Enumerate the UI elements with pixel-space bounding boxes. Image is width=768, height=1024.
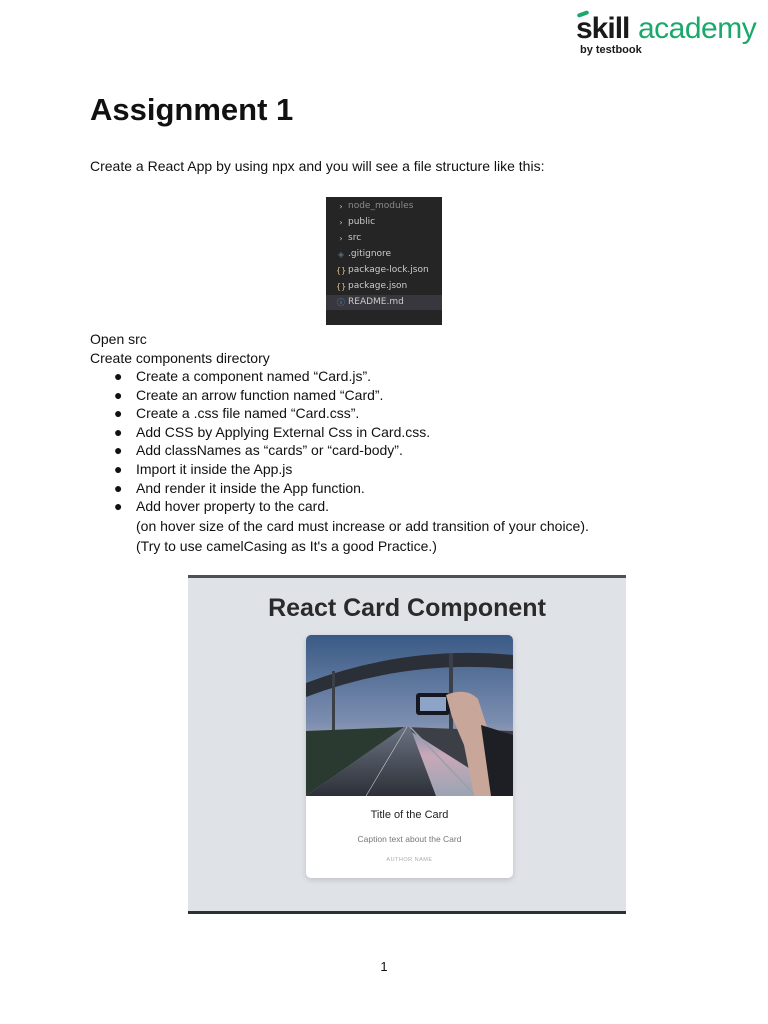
- file-tree-screenshot: [326, 197, 442, 325]
- logo-skill-text: skill: [576, 12, 630, 45]
- tree-item-label: package.json: [348, 281, 408, 291]
- page-title: Assignment 1: [90, 92, 294, 127]
- tree-item-label: .gitignore: [348, 249, 392, 259]
- tree-item-gitignore: [326, 247, 442, 262]
- list-item: [90, 441, 430, 460]
- list-item-text: Add hover property to the card.: [136, 498, 329, 515]
- list-item-text: Create an arrow function named “Card”.: [136, 386, 384, 403]
- tree-item-node-modules: [326, 199, 442, 214]
- intro-text: Create a React App by using npx and you will see a file structure like this:: [90, 158, 545, 174]
- list-item-text: Create a .css file named “Card.css”.: [136, 405, 360, 422]
- list-item-text: And render it inside the App function.: [136, 479, 365, 496]
- list-item: [90, 423, 430, 442]
- bullet-icon: ●: [114, 460, 123, 477]
- json-icon: {}: [336, 266, 347, 275]
- tree-item-readme: [326, 295, 442, 310]
- info-icon: ⓘ: [337, 298, 345, 307]
- chevron-right-icon: ›: [339, 234, 343, 243]
- step-create-dir: Create components directory: [90, 350, 270, 366]
- card-title: Title of the Card: [370, 809, 449, 821]
- page-number: 1: [380, 959, 388, 974]
- json-icon: {}: [336, 282, 347, 291]
- tree-item-package-lock: [326, 263, 442, 278]
- list-item-text: Add classNames as “cards” or “card-body”.: [136, 442, 403, 459]
- bullet-icon: ●: [114, 368, 123, 384]
- logo-by-testbook: by testbook: [580, 44, 642, 56]
- camelcase-note: (Try to use camelCasing as It's a good Practice.): [136, 538, 437, 554]
- tree-item-label: src: [348, 233, 362, 243]
- list-item-text: Add CSS by Applying External Css in Card.css.: [136, 423, 431, 440]
- hover-note: (on hover size of the card must increase or add transition of your choice).: [136, 518, 589, 534]
- steps-intro: [90, 330, 270, 368]
- tree-item-src: [326, 231, 442, 246]
- list-item-text: Create a component named “Card.js”.: [136, 368, 371, 384]
- bullet-icon: ●: [114, 442, 123, 459]
- list-item: [90, 404, 430, 423]
- tree-item-label: README.md: [348, 297, 404, 307]
- chevron-right-icon: ›: [339, 202, 343, 211]
- card-preview-screenshot: [188, 575, 626, 914]
- git-icon: ◈: [337, 250, 345, 259]
- skill-academy-logo: [576, 12, 766, 60]
- logo-academy-text: academy: [638, 12, 757, 45]
- list-item: [90, 460, 430, 479]
- card-author: AUTHOR NAME: [386, 857, 433, 863]
- chevron-right-icon: ›: [339, 218, 343, 227]
- tree-item-label: package-lock.json: [348, 265, 429, 275]
- list-item: [90, 386, 430, 405]
- bullet-icon: ●: [114, 498, 123, 515]
- tree-item-label: public: [348, 217, 376, 227]
- step-list: [90, 367, 430, 516]
- list-item: [90, 497, 430, 516]
- tree-item-label: node_modules: [348, 201, 414, 211]
- tree-item-public: [326, 215, 442, 230]
- card: [306, 635, 513, 878]
- hover-notes: [136, 516, 589, 556]
- step-open-src: Open src: [90, 331, 147, 347]
- list-item: [90, 479, 430, 498]
- bullet-icon: ●: [114, 386, 123, 403]
- tree-item-package-json: [326, 279, 442, 294]
- card-photo: [306, 635, 513, 796]
- bullet-icon: ●: [114, 423, 123, 440]
- bullet-icon: ●: [114, 479, 123, 496]
- bullet-icon: ●: [114, 405, 123, 422]
- preview-heading: React Card Component: [268, 594, 546, 622]
- card-caption: Caption text about the Card: [357, 834, 462, 844]
- list-item-text: Import it inside the App.js: [136, 460, 293, 477]
- list-item: [90, 367, 430, 386]
